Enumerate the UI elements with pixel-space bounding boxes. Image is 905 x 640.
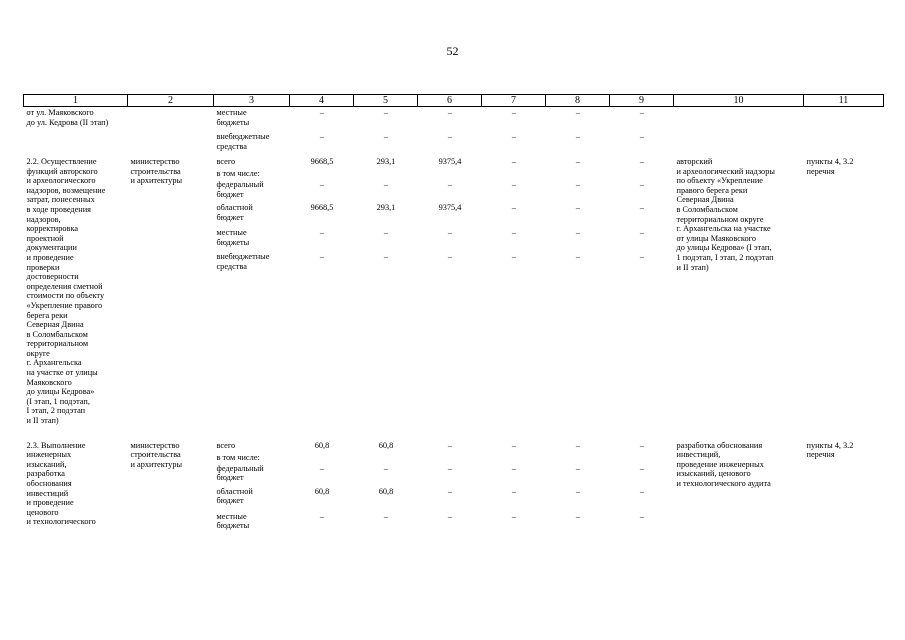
table-row bbox=[24, 440, 884, 536]
amount-value: – bbox=[319, 108, 325, 117]
funding-source-label: местные бюджеты bbox=[216, 511, 250, 531]
amount-value: – bbox=[383, 463, 389, 473]
amount-value: 60,8 bbox=[314, 440, 330, 450]
amount-value: – bbox=[319, 132, 325, 141]
amount-value: – bbox=[575, 203, 581, 212]
amount-cell bbox=[610, 107, 674, 157]
amount-value: – bbox=[319, 511, 325, 521]
amount-value: – bbox=[575, 132, 581, 141]
amount-value: – bbox=[575, 157, 581, 166]
amount-value: – bbox=[639, 108, 645, 117]
amount-value: – bbox=[511, 157, 517, 166]
page-number: 52 bbox=[446, 44, 459, 58]
amount-value: – bbox=[319, 252, 325, 261]
amount-value: – bbox=[383, 108, 389, 117]
funding-source-label: внебюджетные средства bbox=[216, 252, 270, 271]
row-executor bbox=[128, 107, 214, 157]
amount-value: – bbox=[639, 203, 645, 212]
amount-cell bbox=[546, 107, 610, 157]
amount-value: 293,1 bbox=[376, 157, 396, 166]
amount-cell bbox=[546, 440, 610, 536]
amount-value: 9668,5 bbox=[310, 203, 334, 212]
amount-value: – bbox=[639, 463, 645, 473]
amount-value: – bbox=[511, 252, 517, 261]
funding-source-label: областной бюджет bbox=[216, 486, 253, 506]
amount-value: 293,1 bbox=[376, 203, 396, 212]
amount-cell bbox=[290, 107, 354, 157]
row-expected-result bbox=[674, 107, 804, 157]
header-row bbox=[24, 95, 884, 107]
row-reference: пункты 4, 3.2 перечня bbox=[806, 157, 854, 176]
amount-value: – bbox=[639, 157, 645, 166]
amount-value bbox=[613, 453, 672, 464]
amount-value: – bbox=[639, 252, 645, 261]
amount-value bbox=[485, 453, 544, 464]
amount-value bbox=[357, 453, 416, 464]
header-col-8: 8 bbox=[546, 95, 610, 107]
row-executor: министерство строительства и архитектуры bbox=[130, 440, 183, 469]
amount-value: – bbox=[511, 463, 517, 473]
funding-source-label: федеральный бюджет bbox=[216, 463, 264, 483]
funding-source-label: всего bbox=[216, 440, 236, 450]
amount-value: – bbox=[511, 228, 517, 237]
amount-value: – bbox=[383, 132, 389, 141]
amount-value bbox=[421, 169, 480, 180]
amount-value: – bbox=[575, 252, 581, 261]
funding-source-cell bbox=[214, 107, 290, 157]
amount-value: – bbox=[447, 228, 453, 237]
funding-source-label: местные бюджеты bbox=[216, 228, 250, 247]
amount-value: – bbox=[383, 180, 389, 189]
row-executor: министерство строительства и архитектуры bbox=[130, 157, 183, 186]
header-col-7: 7 bbox=[482, 95, 546, 107]
amount-value: – bbox=[319, 180, 325, 189]
amount-cell bbox=[482, 440, 546, 536]
amount-value: – bbox=[575, 511, 581, 521]
row-description: 2.3. Выполнение инженерных изысканий, разработка обоснования инвестиций и проведение ценового и технологического bbox=[26, 440, 96, 527]
amount-value bbox=[485, 169, 544, 180]
funding-source-label: всего bbox=[216, 157, 236, 166]
amount-value: 60,8 bbox=[314, 486, 330, 496]
amount-value bbox=[549, 453, 608, 464]
amount-value bbox=[549, 169, 608, 180]
amount-value: – bbox=[575, 228, 581, 237]
amount-value: – bbox=[319, 463, 325, 473]
amount-value: – bbox=[447, 463, 453, 473]
amount-value: – bbox=[575, 463, 581, 473]
amount-value: 60,8 bbox=[378, 440, 394, 450]
amount-value: – bbox=[511, 203, 517, 212]
amount-cell bbox=[290, 156, 354, 440]
header-col-3: 3 bbox=[214, 95, 290, 107]
amount-value: 9668,5 bbox=[310, 157, 334, 166]
amount-cell bbox=[610, 440, 674, 536]
table-row bbox=[24, 156, 884, 440]
amount-value: – bbox=[639, 511, 645, 521]
amount-value: – bbox=[511, 108, 517, 117]
header-col-6: 6 bbox=[418, 95, 482, 107]
funding-source-cell bbox=[214, 440, 290, 536]
amount-cell bbox=[418, 107, 482, 157]
amount-value: – bbox=[383, 511, 389, 521]
amount-value: – bbox=[447, 180, 453, 189]
funding-source-cell bbox=[214, 156, 290, 440]
amount-value: – bbox=[639, 440, 645, 450]
funding-source-label: областной бюджет bbox=[216, 203, 253, 222]
amount-value bbox=[293, 453, 352, 464]
row-description: от ул. Маяковского до ул. Кедрова (II этап) bbox=[26, 108, 109, 127]
amount-cell bbox=[418, 440, 482, 536]
amount-value: – bbox=[447, 108, 453, 117]
amount-cell bbox=[354, 107, 418, 157]
amount-cell bbox=[546, 156, 610, 440]
table-row bbox=[24, 107, 884, 157]
header-col-5: 5 bbox=[354, 95, 418, 107]
amount-value: – bbox=[511, 180, 517, 189]
amount-value bbox=[421, 453, 480, 464]
amount-value: – bbox=[639, 486, 645, 496]
amount-value: – bbox=[575, 486, 581, 496]
amount-value: – bbox=[447, 486, 453, 496]
amount-value: – bbox=[447, 252, 453, 261]
amount-value: – bbox=[511, 486, 517, 496]
amount-value bbox=[357, 169, 416, 180]
amount-value: – bbox=[383, 252, 389, 261]
amount-value: 60,8 bbox=[378, 486, 394, 496]
amount-value: – bbox=[319, 228, 325, 237]
amount-value: – bbox=[575, 180, 581, 189]
amount-value: 9375,4 bbox=[438, 157, 462, 166]
row-description: 2.2. Осуществление функций авторского и археологического надзоров, возмещение затрат, понесенных в ходе проведения надзоров, корректировка проектной документации и проведение проверки достоверности определения сметной стоимости по объекту «Укрепление правого берега реки Северная Двина в Соломбальском территориальном округе г. Архангельска на участке от улицы Маяковского до улицы Кедрова» (I этап, 1 подэтап, I этап, 2 подэтап и II этап) bbox=[26, 157, 106, 426]
funding-source-label: в том числе: bbox=[216, 452, 260, 462]
amount-value: – bbox=[575, 440, 581, 450]
amount-value: 9375,4 bbox=[438, 203, 462, 212]
amount-value: – bbox=[447, 511, 453, 521]
header-col-10: 10 bbox=[674, 95, 804, 107]
amount-value: – bbox=[639, 180, 645, 189]
amount-value: – bbox=[511, 132, 517, 141]
amount-cell bbox=[610, 156, 674, 440]
header-col-2: 2 bbox=[128, 95, 214, 107]
row-expected-result: авторский и археологический надзоры по объекту «Укрепление правого берега реки Северная Двина в Соломбальском территориальном округе г. Архангельска на участке от улицы Маяковского до улицы Кедрова» (I этап, 1 подэтап, I этап, 2 подэтап и II этап) bbox=[676, 157, 775, 272]
amount-value: – bbox=[511, 440, 517, 450]
amount-cell bbox=[354, 156, 418, 440]
funding-source-label: внебюджетные средства bbox=[216, 132, 270, 151]
amount-cell bbox=[482, 107, 546, 157]
amount-cell bbox=[354, 440, 418, 536]
header-col-9: 9 bbox=[610, 95, 674, 107]
header-col-4: 4 bbox=[290, 95, 354, 107]
amount-value: – bbox=[511, 511, 517, 521]
amount-value bbox=[293, 169, 352, 180]
budget-table bbox=[23, 94, 884, 536]
header-col-11: 11 bbox=[804, 95, 884, 107]
row-reference: пункты 4, 3.2 перечня bbox=[806, 440, 854, 460]
row-expected-result: разработка обоснования инвестиций, проведение инженерных изысканий, ценового и технологического аудита bbox=[676, 440, 771, 488]
amount-cell bbox=[482, 156, 546, 440]
amount-cell bbox=[418, 156, 482, 440]
amount-value: – bbox=[639, 228, 645, 237]
amount-cell bbox=[290, 440, 354, 536]
funding-source-label: в том числе: bbox=[216, 169, 260, 178]
funding-source-label: федеральный бюджет bbox=[216, 180, 264, 199]
amount-value: – bbox=[447, 132, 453, 141]
header-col-1: 1 bbox=[24, 95, 128, 107]
funding-source-label: местные бюджеты bbox=[216, 108, 250, 127]
amount-value: – bbox=[575, 108, 581, 117]
amount-value: – bbox=[383, 228, 389, 237]
row-reference bbox=[804, 107, 884, 157]
amount-value: – bbox=[639, 132, 645, 141]
amount-value: – bbox=[447, 440, 453, 450]
amount-value bbox=[613, 169, 672, 180]
